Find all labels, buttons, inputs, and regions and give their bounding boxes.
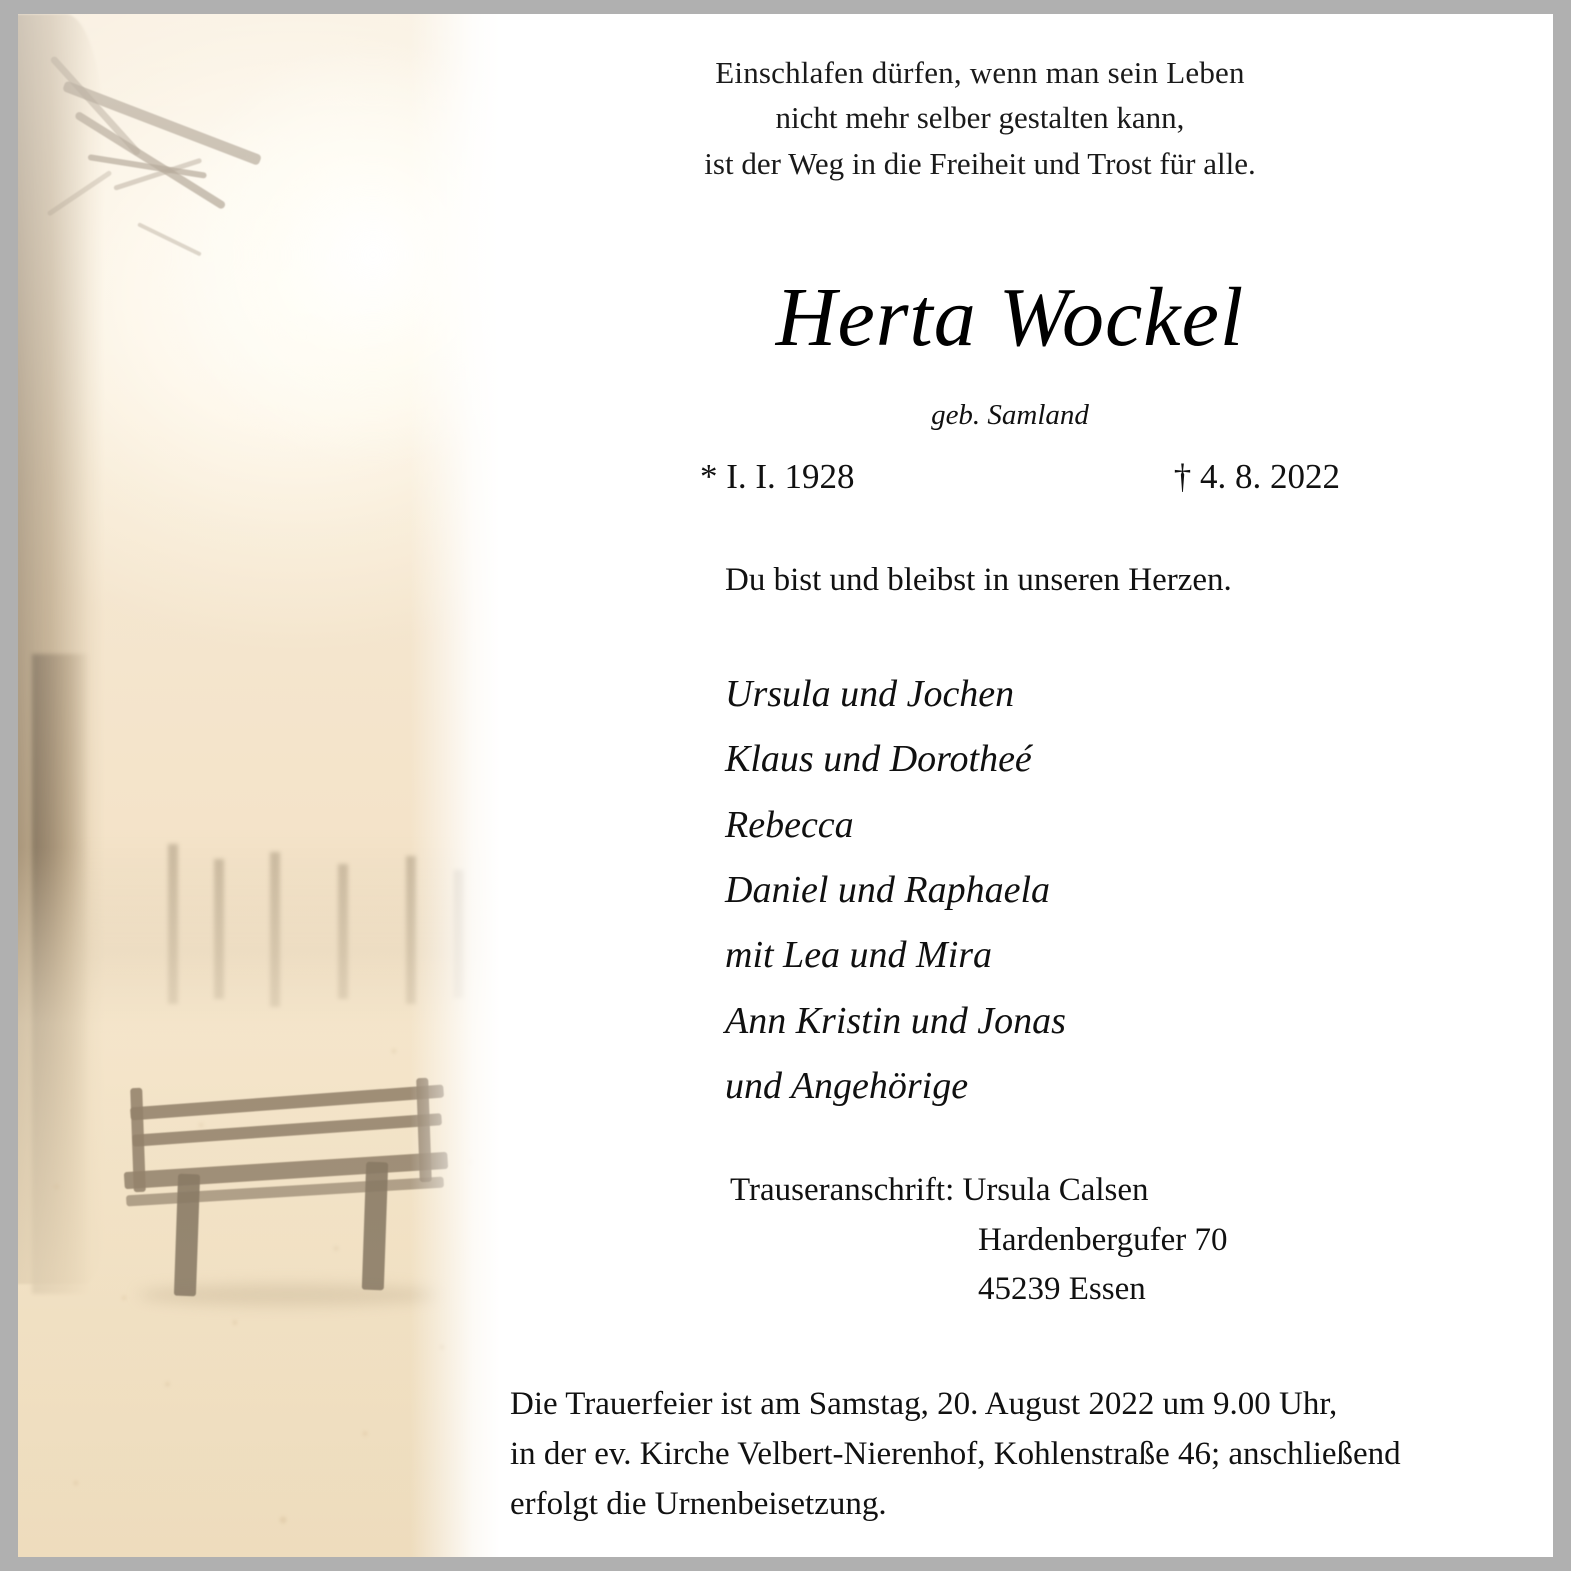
birth-date: * I. I. 1928	[700, 457, 855, 496]
bench-leg-left	[174, 1174, 200, 1297]
deceased-name: Herta Wockel	[775, 271, 1245, 364]
service-line-3: erfolgt die Urnenbeisetzung.	[510, 1486, 887, 1523]
family-member: und Angehörige	[725, 1065, 969, 1108]
family-list	[725, 662, 1066, 1120]
mourning-address-city: 45239 Essen	[978, 1271, 1146, 1307]
service-line-2: in der ev. Kirche Velbert-Nierenhof, Kohlenstraße 46; anschließend	[510, 1436, 1401, 1473]
bench-leg-right	[362, 1162, 388, 1291]
obituary-text-column	[500, 14, 1553, 1557]
mourning-address-label: Trauseranschrift: Ursula Calsen	[730, 1172, 1149, 1208]
family-member: Ann Kristin und Jonas	[725, 999, 1066, 1042]
deceased-maiden-name: geb. Samland	[931, 399, 1089, 431]
family-member: Ursula und Jochen	[725, 673, 1015, 715]
photo-fade-edge	[410, 14, 500, 1557]
funeral-service-info	[510, 1379, 1550, 1529]
verse-block	[450, 50, 1510, 186]
bench-backrest-slat	[130, 1085, 444, 1121]
verse-line-3: ist der Weg in die Freiheit und Trost für alle.	[704, 145, 1256, 181]
life-dates	[700, 457, 1340, 497]
family-member: mit Lea und Mira	[725, 934, 993, 977]
service-line-1: Die Trauerfeier ist am Samstag, 20. August 2022 um 9.00 Uhr,	[510, 1386, 1338, 1422]
mourning-address-street: Hardenbergufer 70	[978, 1221, 1228, 1258]
bench-backrest-slat	[132, 1113, 442, 1147]
mourning-address	[730, 1166, 1228, 1315]
family-member: Klaus und Dorotheé	[725, 738, 1032, 781]
park-bench-photo	[18, 14, 500, 1557]
verse-line-1: Einschlafen dürfen, wenn man sein Leben	[715, 55, 1245, 90]
verse-line-2: nicht mehr selber gestalten kann,	[775, 100, 1185, 136]
family-member: Daniel und Raphaela	[725, 869, 1051, 912]
park-bench	[118, 1070, 458, 1320]
family-member: Rebecca	[725, 803, 854, 846]
death-date: † 4. 8. 2022	[1173, 457, 1340, 496]
memorial-line: Du bist und bleibst in unseren Herzen.	[725, 562, 1232, 598]
obituary-card	[18, 14, 1553, 1557]
